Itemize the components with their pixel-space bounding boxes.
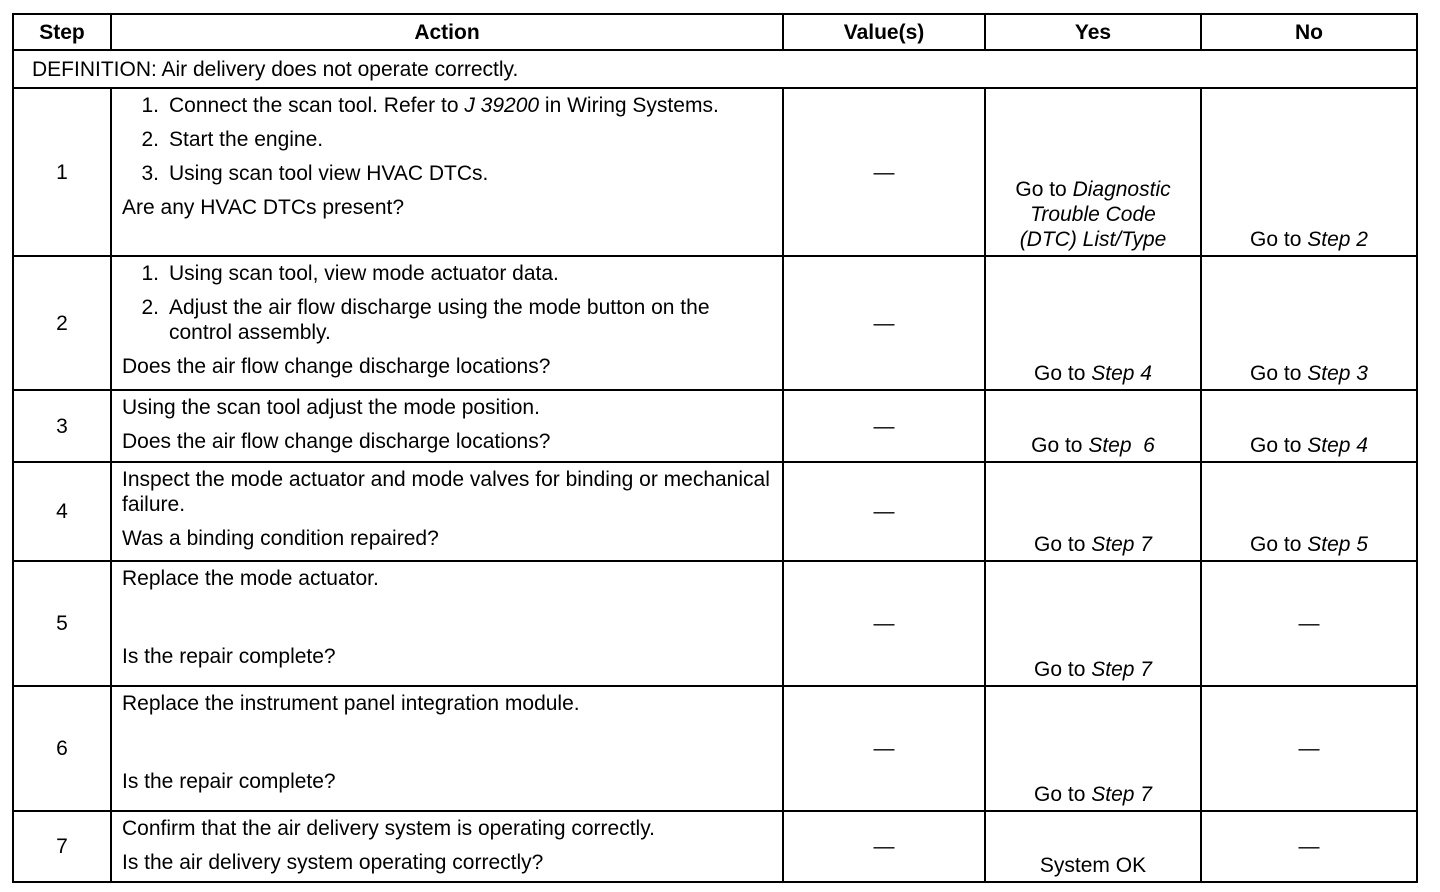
yes-link[interactable]: Step 7	[1091, 658, 1152, 681]
list-item	[122, 295, 772, 345]
action-question: Does the air flow change discharge locations?	[122, 355, 551, 378]
item-text-ref: J 39200	[464, 94, 540, 117]
table-row	[13, 256, 1417, 390]
list-item	[122, 161, 772, 186]
yes-cell	[985, 390, 1201, 462]
definition-text: DEFINITION: Air delivery does not operate correctly.	[13, 50, 1417, 88]
list-item	[122, 261, 772, 286]
no-cell	[1201, 462, 1417, 561]
table-row	[13, 88, 1417, 256]
header-no: No	[1201, 14, 1417, 50]
yes-prefix: Go to	[1015, 178, 1073, 201]
no-cell: —	[1201, 811, 1417, 882]
item-number: 3.	[141, 162, 159, 185]
item-number: 2.	[141, 296, 159, 319]
action-cell	[111, 686, 783, 811]
table-row	[13, 561, 1417, 686]
action-cell	[111, 462, 783, 561]
value-cell: —	[783, 462, 985, 561]
definition-row	[13, 50, 1417, 88]
yes-link[interactable]: Diagnostic Trouble Code (DTC) List/Type	[1019, 178, 1171, 251]
step-number: 2	[13, 256, 111, 390]
table-row	[13, 811, 1417, 882]
table-row	[13, 686, 1417, 811]
value-cell: —	[783, 561, 985, 686]
value-cell: —	[783, 390, 985, 462]
no-link[interactable]: Step 5	[1307, 533, 1368, 556]
step-number: 4	[13, 462, 111, 561]
action-instruction: Replace the instrument panel integration module.	[122, 692, 580, 715]
no-link[interactable]: Step 3	[1307, 362, 1368, 385]
value-cell: —	[783, 256, 985, 390]
diagnostic-table	[12, 13, 1418, 883]
list-item	[122, 127, 772, 152]
header-values: Value(s)	[783, 14, 985, 50]
yes-cell	[985, 88, 1201, 256]
item-text-post: in Wiring Systems.	[539, 94, 719, 117]
no-cell	[1201, 390, 1417, 462]
action-list	[122, 261, 772, 345]
action-instruction: Using the scan tool adjust the mode position.	[122, 396, 540, 419]
action-question: Was a binding condition repaired?	[122, 527, 439, 550]
value-cell: —	[783, 686, 985, 811]
step-number: 3	[13, 390, 111, 462]
step-number: 7	[13, 811, 111, 882]
yes-link[interactable]: Step 6	[1088, 434, 1155, 457]
yes-prefix: Go to	[1034, 658, 1092, 681]
header-row	[13, 14, 1417, 50]
item-text	[169, 93, 772, 118]
yes-prefix: Go to	[1031, 434, 1089, 457]
action-instruction: Replace the mode actuator.	[122, 567, 379, 590]
item-number: 1.	[141, 94, 159, 117]
no-cell: —	[1201, 561, 1417, 686]
yes-cell	[985, 256, 1201, 390]
item-text: Using scan tool view HVAC DTCs.	[169, 162, 489, 185]
header-yes: Yes	[985, 14, 1201, 50]
yes-link[interactable]: Step 7	[1091, 783, 1152, 806]
action-instruction: Confirm that the air delivery system is operating correctly.	[122, 817, 655, 840]
yes-cell	[985, 686, 1201, 811]
value-cell: —	[783, 88, 985, 256]
step-number: 6	[13, 686, 111, 811]
yes-prefix: Go to	[1034, 533, 1092, 556]
item-number: 1.	[141, 262, 159, 285]
value-cell: —	[783, 811, 985, 882]
no-prefix: Go to	[1250, 362, 1308, 385]
yes-link[interactable]: Step 4	[1091, 362, 1152, 385]
action-cell	[111, 256, 783, 390]
header-action: Action	[111, 14, 783, 50]
item-text: Using scan tool, view mode actuator data.	[169, 262, 559, 285]
no-prefix: Go to	[1250, 228, 1308, 251]
table-row	[13, 390, 1417, 462]
action-cell	[111, 88, 783, 256]
item-number: 2.	[141, 128, 159, 151]
step-number: 1	[13, 88, 111, 256]
action-cell	[111, 811, 783, 882]
yes-cell	[985, 561, 1201, 686]
no-cell	[1201, 88, 1417, 256]
no-cell	[1201, 256, 1417, 390]
no-link[interactable]: Step 4	[1307, 434, 1368, 457]
no-cell: —	[1201, 686, 1417, 811]
action-question: Is the repair complete?	[122, 645, 336, 668]
action-question: Is the air delivery system operating correctly?	[122, 851, 544, 874]
yes-prefix: Go to	[1034, 783, 1092, 806]
action-list	[122, 93, 772, 186]
action-cell	[111, 561, 783, 686]
step-number: 5	[13, 561, 111, 686]
yes-prefix: Go to	[1034, 362, 1092, 385]
action-question: Are any HVAC DTCs present?	[122, 196, 405, 219]
yes-cell: System OK	[985, 811, 1201, 882]
action-instruction: Inspect the mode actuator and mode valves for binding or mechanical failure.	[122, 468, 770, 516]
action-question: Does the air flow change discharge locations?	[122, 430, 551, 453]
no-prefix: Go to	[1250, 434, 1308, 457]
header-step: Step	[13, 14, 111, 50]
item-text: Adjust the air flow discharge using the mode button on the control assembly.	[169, 296, 710, 344]
no-link[interactable]: Step 2	[1307, 228, 1368, 251]
yes-link[interactable]: Step 7	[1091, 533, 1152, 556]
table-row	[13, 462, 1417, 561]
list-item	[122, 93, 772, 118]
yes-cell	[985, 462, 1201, 561]
action-question: Is the repair complete?	[122, 770, 336, 793]
action-cell	[111, 390, 783, 462]
item-text-pre: Connect the scan tool. Refer to	[169, 94, 465, 117]
item-text: Start the engine.	[169, 128, 324, 151]
no-prefix: Go to	[1250, 533, 1308, 556]
